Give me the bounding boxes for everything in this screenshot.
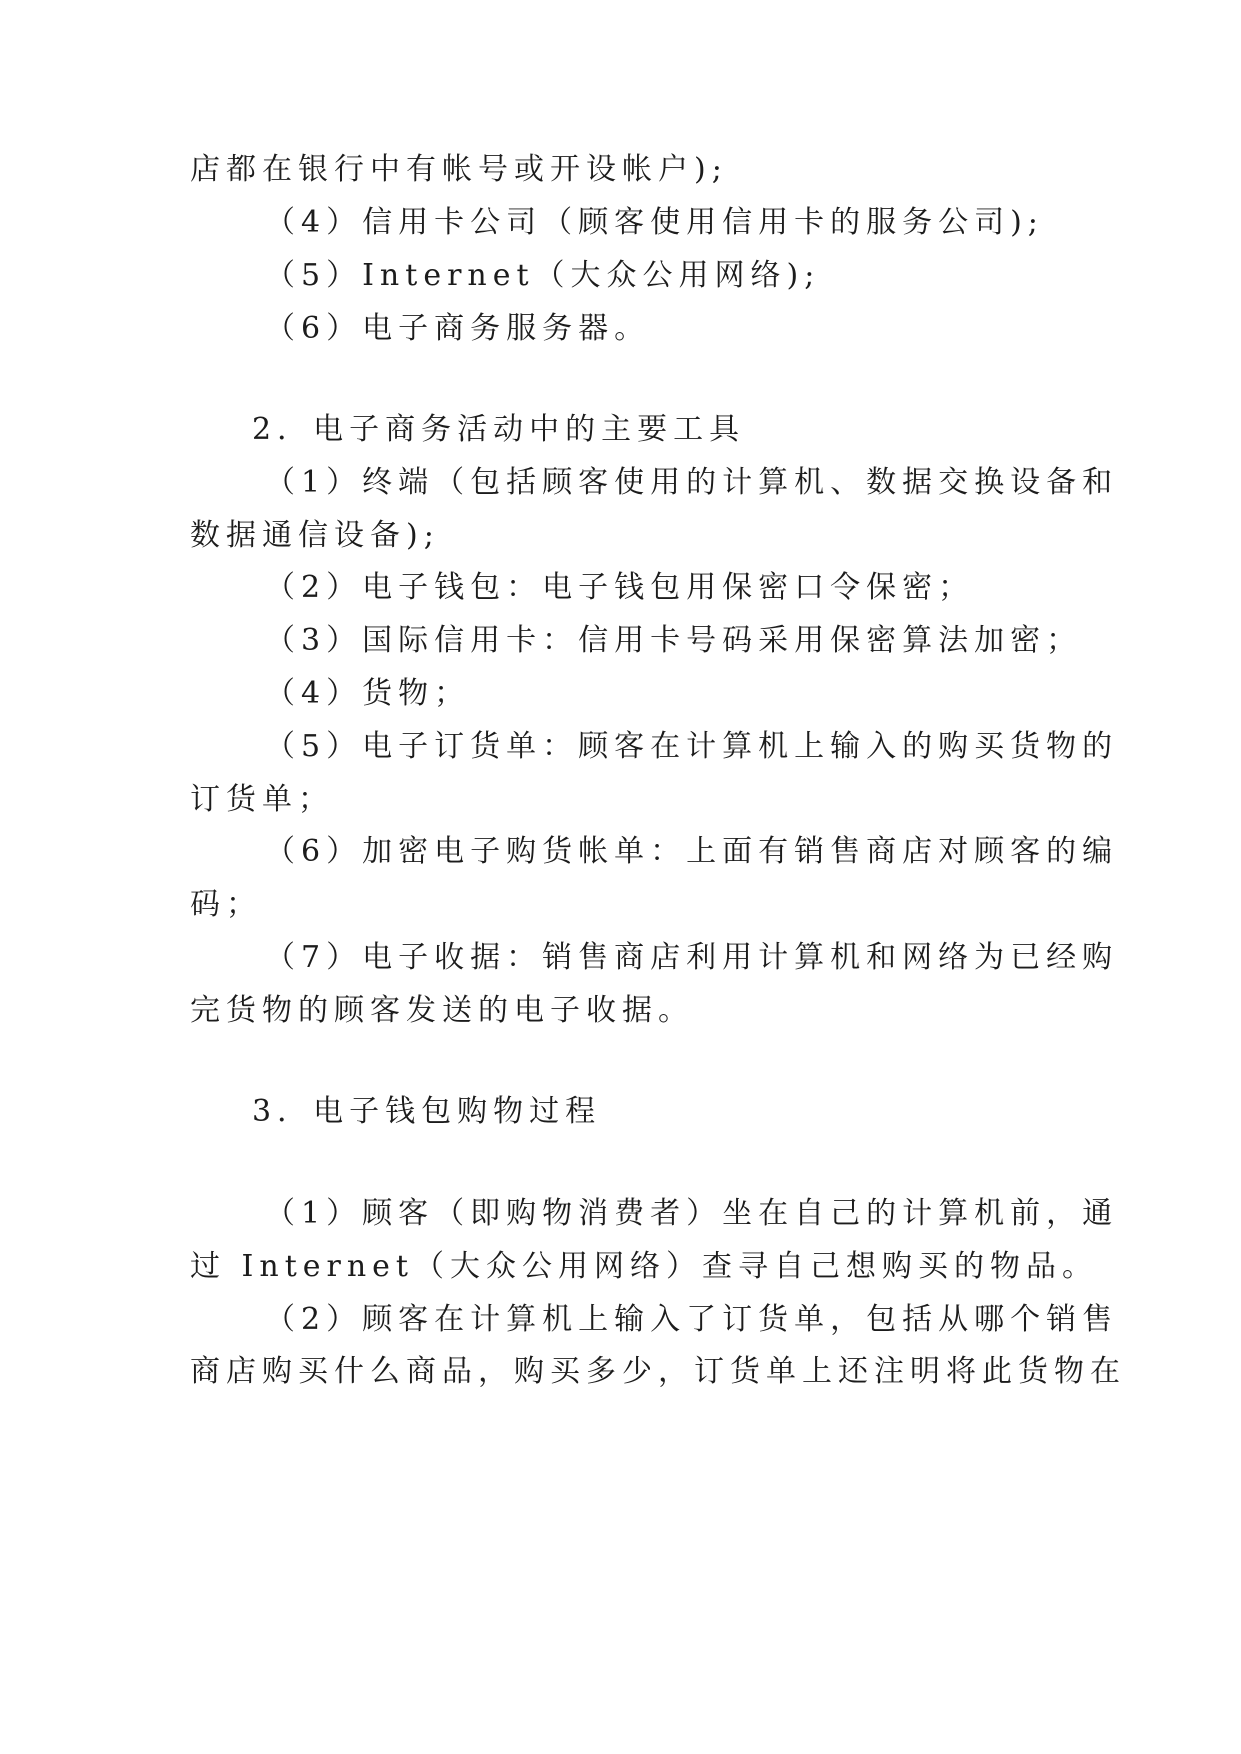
list-item: （1）顾客（即购物消费者）坐在自己的计算机前，通 [265,1196,1119,1231]
list-item: （5）电子订货单：顾客在计算机上输入的购买货物的 [265,729,1119,764]
list-item: （6）电子商务服务器。 [265,311,651,346]
list-item-continuation: 码； [190,887,262,922]
list-item-continuation: 完货物的顾客发送的电子收据。 [190,993,694,1028]
list-item-continuation: 订货单； [190,782,334,817]
list-item-continuation: 过 Internet（大众公用网络）查寻自己想购买的物品。 [190,1249,1098,1284]
paragraph-continuation: 店都在银行中有帐号或开设帐户); [190,152,728,187]
section-heading: 3．电子钱包购物过程 [252,1094,602,1129]
list-item: （3）国际信用卡：信用卡号码采用保密算法加密； [265,623,1083,658]
list-item: （5）Internet（大众公用网络); [265,258,821,293]
list-item: （6）加密电子购货帐单：上面有销售商店对顾客的编 [265,834,1119,869]
list-item: （7）电子收据：销售商店利用计算机和网络为已经购 [265,940,1119,975]
list-item: （4）信用卡公司（顾客使用信用卡的服务公司); [265,205,1044,240]
section-heading: 2．电子商务活动中的主要工具 [252,412,746,447]
list-item: （4）货物； [265,676,471,711]
list-item: （2）电子钱包：电子钱包用保密口令保密； [265,570,975,605]
list-item-continuation: 商店购买什么商品，购买多少，订货单上还注明将此货物在 [190,1354,1126,1389]
list-item-continuation: 数据通信设备); [190,518,440,553]
list-item: （2）顾客在计算机上输入了订货单，包括从哪个销售 [265,1302,1119,1337]
list-item: （1）终端（包括顾客使用的计算机、数据交换设备和 [265,465,1119,500]
